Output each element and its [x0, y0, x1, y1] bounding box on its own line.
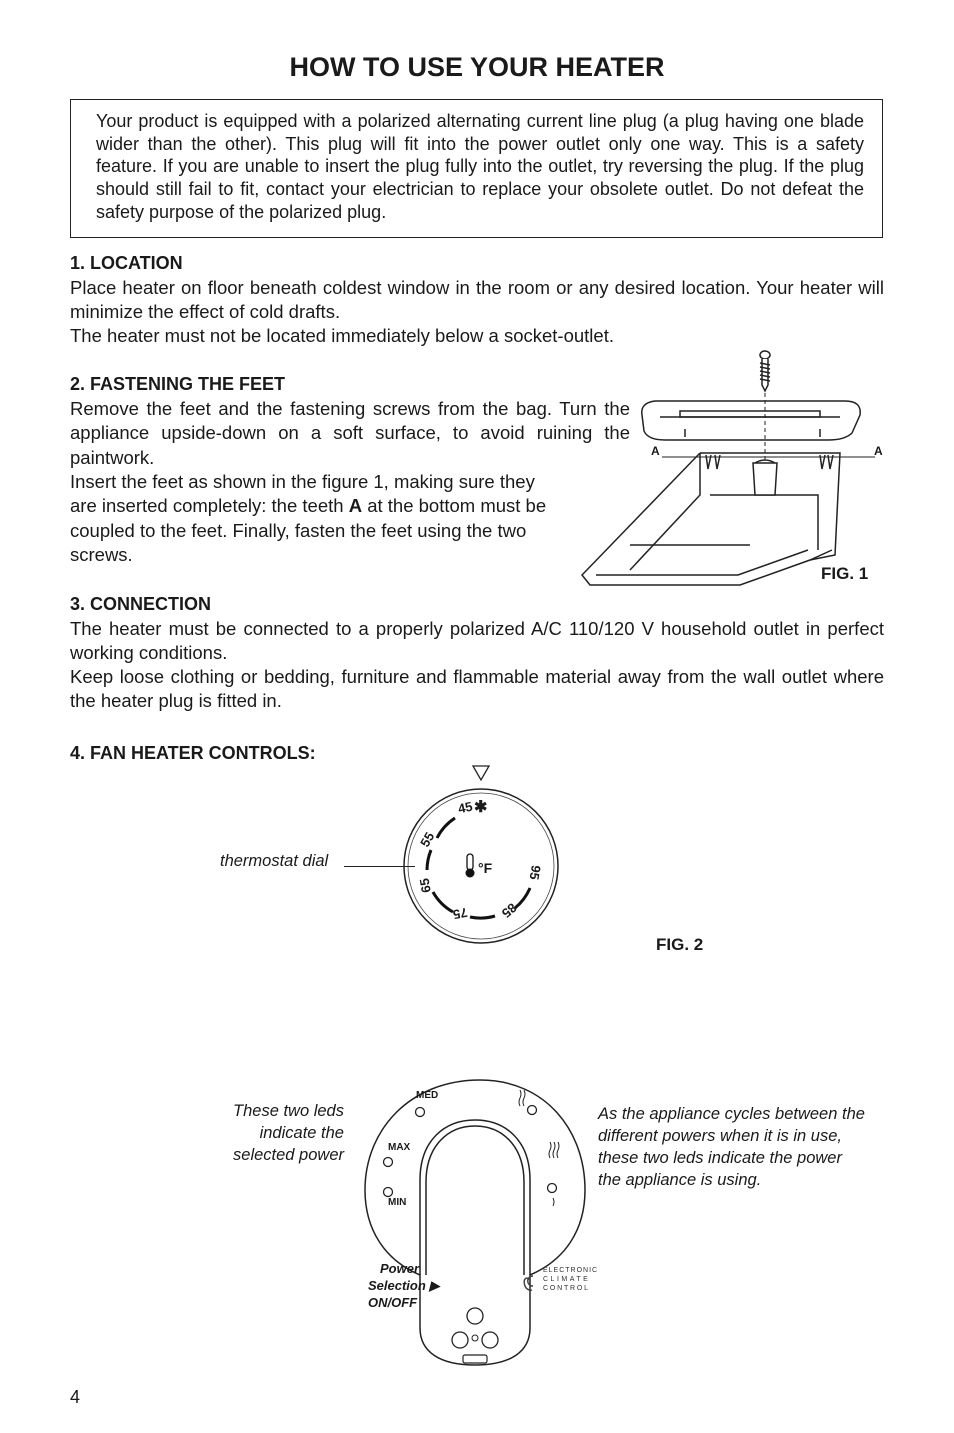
location-text-2: The heater must not be located immediately below a socket-outlet. [70, 325, 614, 346]
panel-indicator [472, 1335, 478, 1341]
location-text-1: Place heater on floor beneath coldest window in the room or any desired location. Your heater will minimize the effect of cold drafts. [70, 277, 884, 323]
eco-text-2: CLIMATE [543, 1276, 591, 1283]
fig1-label-a-left: A [651, 444, 660, 458]
dial-leader-line [344, 866, 415, 867]
control-panel-illustration [360, 1070, 600, 1370]
max-label: MAX [388, 1142, 411, 1153]
power-label-2 [368, 1277, 439, 1294]
teeth-label: A [348, 495, 363, 517]
feet-text-1: Remove the feet and the fastening screws from the bag. Turn the appliance upside-down on a soft surface, to avoid ruining the paintwork. [70, 398, 630, 468]
controls-heading: 4. FAN HEATER CONTROLS: [70, 743, 316, 763]
page-number: 4 [70, 1387, 81, 1407]
fig1-label-a-right: A [874, 444, 883, 458]
eco-text-1: ELECTRONIC [543, 1267, 599, 1274]
dial-tick-95: 95 [526, 864, 544, 881]
location-heading: 1. LOCATION [70, 253, 183, 273]
dial-tick-65: 65 [416, 877, 434, 894]
frost-icon: ✱ [474, 799, 488, 816]
power-selection-button[interactable] [467, 1308, 483, 1324]
power-selection-label [368, 1260, 439, 1311]
feet-text-2 [70, 470, 560, 567]
med-label: MED [416, 1090, 439, 1101]
dial-tick-85: 85 [498, 900, 520, 921]
arrow-right-icon: ▶ [425, 1278, 440, 1293]
dial-tick-45: 45 [456, 798, 474, 817]
panel-button-left [452, 1332, 468, 1348]
power-label-2-text: Selection [368, 1278, 426, 1293]
connection-heading: 3. CONNECTION [70, 594, 212, 614]
led-min [384, 1188, 393, 1197]
fig2-caption: FIG. 2 [656, 935, 704, 954]
polarized-plug-notice: Your product is equipped with a polarized alternating current line plug (a plug having one blade wider than the other). This plug will fit into the power outlet only one way. This is a safety feature. If you are unable to insert the plug fully into the outlet, try reversing the plug. If the plug should still fail to fit, contact your electrician to replace your obsolete outlet. Do not defeat the safety purpose of the polarized plug. [70, 99, 883, 238]
power-label-1: Power [380, 1261, 420, 1276]
min-label: MIN [388, 1197, 407, 1208]
page-title: HOW TO USE YOUR HEATER [289, 52, 665, 82]
led-max [384, 1158, 393, 1167]
thermostat-dial-label: thermostat dial [220, 852, 329, 870]
eco-logo-text [543, 1266, 598, 1293]
fig1-caption: FIG. 1 [821, 564, 869, 583]
left-leds-note: These two leds indicate the selected power [233, 1102, 344, 1164]
dial-tick-55: 55 [417, 829, 438, 850]
panel-button-right [482, 1332, 498, 1348]
thermometer-icon [466, 854, 475, 878]
feet-text-2b: at the bottom must be coupled to the feet. Finally, fasten the feet using the two screws. [70, 495, 547, 565]
fig1-feet-illustration [570, 345, 890, 595]
connection-text-2: Keep loose clothing or bedding, furniture and flammable material away from the wall outlet where the heater plug is fitted in. [70, 666, 884, 712]
right-leds-note: As the appliance cycles between the different powers when it is in use, these two leds indicate the power the appliance is using. [598, 1105, 865, 1189]
power-label-3: ON/OFF [368, 1295, 418, 1310]
eco-text-3: CONTROL [543, 1285, 590, 1292]
connection-text-1: The heater must be connected to a properly polarized A/C 110/120 V household outlet in perfect working conditions. [70, 618, 884, 664]
feet-text-2a: Insert the feet as shown in the figure 1, making sure they are inserted completely: the teeth [70, 471, 535, 517]
panel-slot [463, 1355, 487, 1363]
led-high-power [528, 1106, 537, 1115]
led-med [416, 1108, 425, 1117]
dial-tick-75: 75 [451, 904, 469, 923]
dial-unit: °F [478, 860, 493, 876]
thermostat-dial [395, 760, 565, 950]
led-low-power [548, 1184, 557, 1193]
feet-heading: 2. FASTENING THE FEET [70, 374, 286, 394]
dial-pointer-icon [473, 766, 489, 780]
